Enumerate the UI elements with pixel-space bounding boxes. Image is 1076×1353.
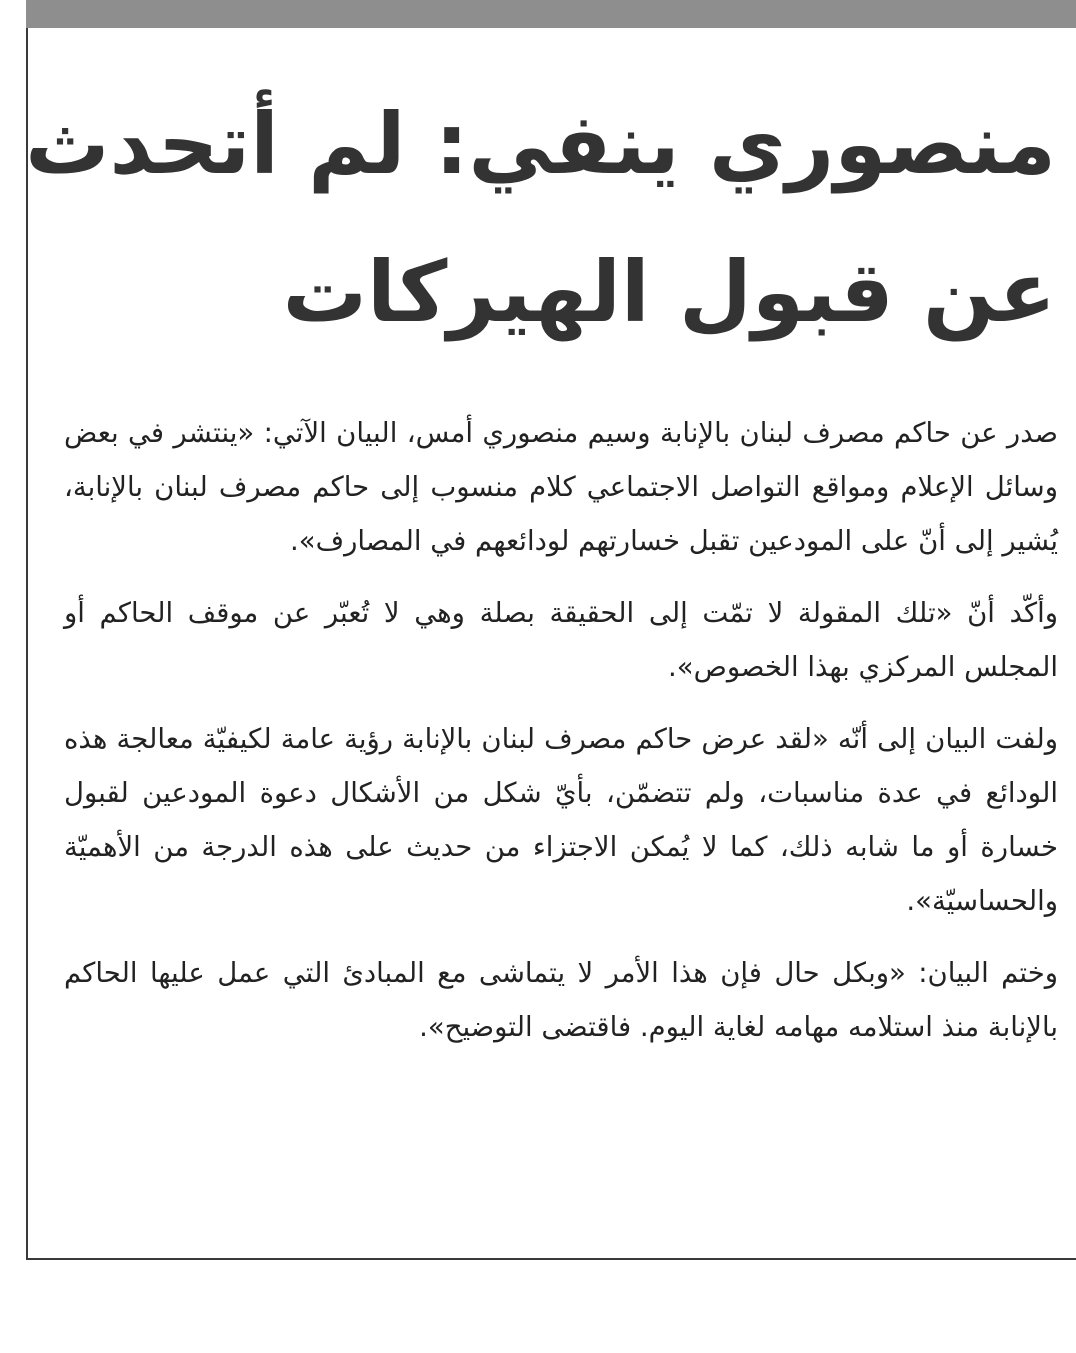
article-headline xyxy=(25,70,1056,366)
article-paragraph-4: وختم البيان: «وبكل حال فإن هذا الأمر لا يتماشى مع المبادئ التي عمل عليها الحاكم بالإنابة منذ استلامه مهامه لغاية اليوم. فاقتضى التوضيح». xyxy=(64,957,1058,1043)
article-paragraph-3: ولفت البيان إلى أنّه «لقد عرض حاكم مصرف لبنان بالإنابة رؤية عامة لكيفيّة معالجة هذه الودائع في عدة مناسبات، ولم تتضمّن، بأيّ شكل من الأشكال دعوة المودعين لقبول خسارة أو ما شابه ذلك، كما لا يُمكن الاجتزاء من حديث على هذه الدرجة من الأهميّة والحساسيّة». xyxy=(64,723,1058,917)
headline-line-1: منصوري ينفي: لم أتحدث xyxy=(25,95,1056,193)
article-body xyxy=(64,406,1058,1072)
article-paragraph-2: وأكّد أنّ «تلك المقولة لا تمّت إلى الحقيقة بصلة وهي لا تُعبّر عن موقف الحاكم أو المجلس المركزي بهذا الخصوص». xyxy=(64,597,1058,683)
top-gray-bar xyxy=(26,0,1076,28)
headline-line-2: عن قبول الهيركات xyxy=(282,243,1056,341)
article-paragraph-1: صدر عن حاكم مصرف لبنان بالإنابة وسيم منصوري أمس، البيان الآتي: «ينتشر في بعض وسائل الإعلام ومواقع التواصل الاجتماعي كلام منسوب إلى حاكم مصرف لبنان بالإنابة، يُشير إلى أنّ على المودعين تقبل خسارتهم لودائعهم في المصارف». xyxy=(64,417,1058,557)
